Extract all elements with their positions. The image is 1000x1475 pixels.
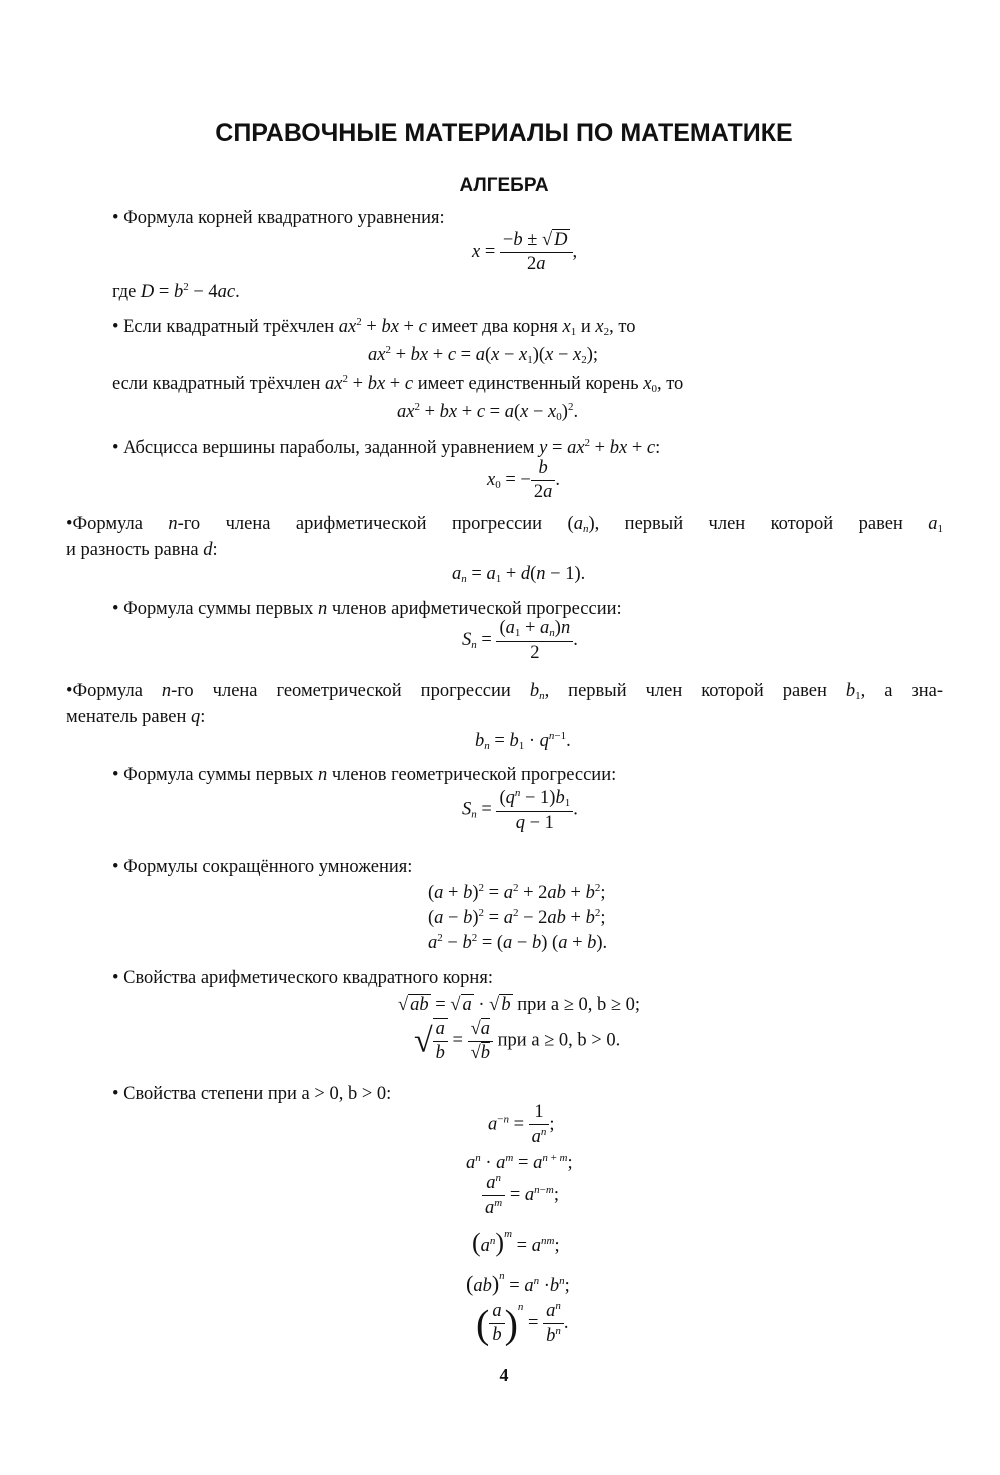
sqrt-quotient-rule: √ $\frac{a}{b}$ = $\frac{√a}{√b}$ при a ≥ 0, b > 0. — [414, 1018, 621, 1064]
quadratic-roots-label: • Формула корней квадратного уравнения: — [112, 208, 445, 228]
geom-nth-line1: •Формула n-го члена геометрической прогрессии $b_n$, первый член которой равен $b_1$, а зна- — [66, 681, 944, 702]
factorization-single-intro: если квадратный трёхчлен $ax^2$ + bx + c имеет единственный корень $x_0$, то — [112, 373, 684, 395]
geom-nth-line2: менатель равен q: — [66, 707, 206, 727]
factorization-intro: • Если квадратный трёхчлен $ax^2$ + bx + c имеет два корня $x_1$ и $x_2$, то — [112, 316, 636, 338]
power-product-rule: $a^n \cdot a^m = a^{n + m}$; — [466, 1152, 573, 1173]
arith-sum-label: • Формула суммы первых n членов арифметической прогрессии: — [112, 599, 622, 619]
page-number: 4 — [499, 1365, 509, 1385]
page-title: СПРАВОЧНЫЕ МАТЕРИАЛЫ ПО МАТЕМАТИКЕ — [215, 119, 793, 147]
arith-nth-line2: и разность равна d: — [66, 540, 218, 560]
section-heading: АЛГЕБРА — [459, 175, 549, 196]
vertex-formula: $x_0$ = − $\frac{b}{2a}$ . — [487, 458, 560, 503]
arith-nth-formula: $a_n = a_1 + d(n - 1)$. — [452, 564, 586, 585]
arith-sum-formula: $S_n$ = $\frac{(a_1 + a_n)n}{2}$ . — [462, 618, 578, 663]
arith-nth-line1: •Формула n-го члена арифметической прогрессии $(a_n)$, первый член которой равен $a_1$ — [66, 514, 943, 535]
factorization-single-root: $ax^2$ + bx + $c = a(x - x_0)^2$. — [397, 401, 579, 423]
vertex-label: • Абсцисса вершины параболы, заданной уравнением $y = ax^2$ + bx + c: — [112, 437, 661, 458]
geom-sum-formula: $S_n$ = $\frac{(q^n - 1)b_1}{q - 1}$ . — [462, 787, 578, 833]
quadratic-roots-formula: x = $\frac{-b \pm √ D}{2a}$ , — [472, 230, 578, 275]
geom-nth-formula: $b_n = b_1 \cdot q^{n-1}$. — [475, 730, 571, 752]
factorization-two-roots: $ax^2$ + bx + $c = a(x - x_1)(x - x_2)$; — [368, 344, 599, 366]
power-of-power-rule: $(a^n)^m = a^{nm}$; — [472, 1228, 560, 1257]
power-quotient-rule: $\frac{a^n}{a^m}$ = $a^{n-m}$; — [482, 1172, 559, 1220]
power-of-quotient-rule: ( $\frac{a}{b}$ )$^n$ = $\frac{a^n}{b^n}$ . — [476, 1300, 569, 1347]
difference-of-squares: $a^2 - b^2 = (a - b) (a + b)$. — [428, 932, 608, 953]
sqrt-props-label: • Свойства арифметического квадратного корня: — [112, 968, 493, 988]
discriminant-line: где $D = b^2 - 4ac$. — [112, 281, 240, 302]
short-mult-label: • Формулы сокращённого умножения: — [112, 857, 413, 877]
power-props-label: • Свойства степени при a > 0, b > 0: — [112, 1084, 392, 1104]
power-negative-exponent: $a^{-n}$ = $\frac{1}{a^n}$ ; — [488, 1102, 555, 1148]
geom-sum-label: • Формула суммы первых n членов геометрической прогрессии: — [112, 765, 617, 785]
sqrt-product-rule: √ ab = √ a · √ b при a ≥ 0, b ≥ 0; — [398, 995, 641, 1015]
power-of-product-rule: $(ab)^n = a^n \cdot b^n$; — [466, 1270, 570, 1296]
square-of-difference: $(a - b)^2 = a^2 - 2ab + b^2$; — [428, 907, 606, 928]
square-of-sum: $(a + b)^2 = a^2 + 2ab + b^2$; — [428, 882, 606, 903]
